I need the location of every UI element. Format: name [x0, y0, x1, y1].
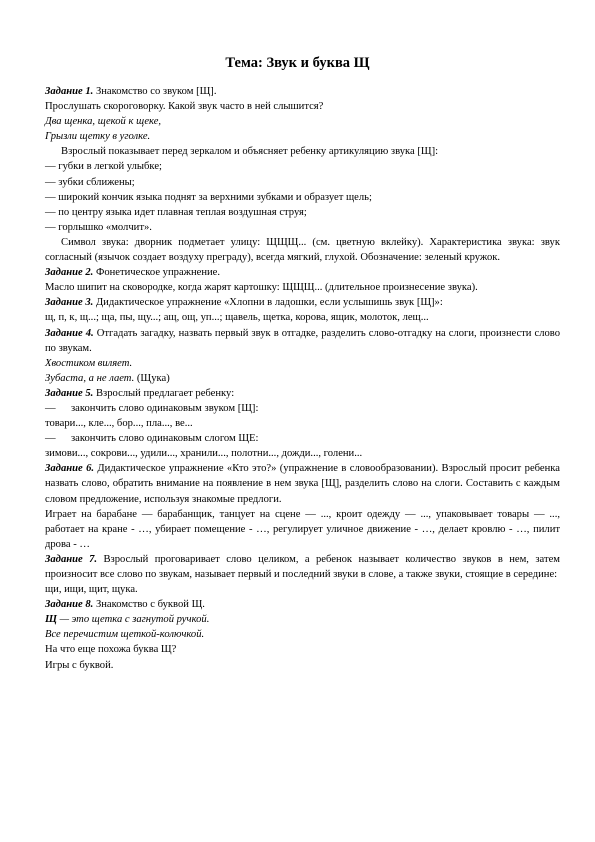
task-6-heading	[45, 461, 560, 506]
task-2-label: Задание 2.	[45, 267, 94, 279]
letter-question: На что еще похожа буква Щ?	[45, 644, 177, 656]
task-4-text: Отгадать загадку, назвать первый звук в отгадке, разделить слово-отгадку на слоги, произнести слово по звукам.	[45, 327, 561, 354]
task-5-text: Взрослый предлагает ребенку:	[93, 387, 235, 399]
document-body	[45, 84, 560, 673]
task-2-instruction: Масло шипит на сковородке, когда жарят картошку: ЩЩЩ... (длительное произнесение звука).	[45, 282, 478, 294]
poem-line-2: Грызли щетку в уголке.	[45, 131, 151, 143]
articulation-point: — по центру языка идет плавная теплая воздушная струя;	[45, 206, 307, 218]
task-5-item-2-text: закончить слово одинаковым слогом ЩЕ:	[71, 433, 259, 445]
articulation-intro: Взрослый показывает перед зеркалом и объясняет ребенку артикуляцию звука [Щ]:	[61, 146, 439, 158]
task-1-instruction: Прослушать скороговорку. Какой звук часто в ней слышится?	[45, 101, 324, 113]
task-7-words: щи, ищи, щит, щука.	[45, 584, 138, 596]
task-4-heading	[45, 326, 560, 356]
task-1-text: Знакомство со звуком [Щ].	[93, 86, 217, 97]
letter-rhyme-2: Все перечистим щеткой-колючкой.	[45, 629, 205, 641]
articulation-point: — зубки сближены;	[45, 176, 135, 188]
articulation-point: — широкий кончик языка поднят за верхними зубками и образует щель;	[45, 191, 372, 203]
poem-line-1: Два щенка, щекой к щеке,	[45, 116, 162, 128]
task-3-sequence: щ, п, к, щ...; ща, пы, щу...; ащ, ощ, уп...; щавель, щетка, корова, ящик, молоток, лещ...	[45, 312, 429, 324]
letter-rhyme-1	[45, 612, 560, 627]
sound-symbol-paragraph: Символ звука: дворник подметает улицу: ЩЩЩ... (см. цветную вклейку). Характеристика звука: звук согласный (язычок создает воздуху преграду), всегда мягкий, глухой. Обозначение: зеленый кружок.	[45, 236, 560, 264]
task-1-heading	[45, 84, 560, 99]
task-5-words-1: товари..., кле..., бор..., пла..., ве...	[45, 418, 193, 430]
task-4-label: Задание 4.	[45, 327, 94, 339]
articulation-point: — губки в легкой улыбке;	[45, 161, 162, 173]
task-7-heading	[45, 552, 560, 582]
page-title: Тема: Звук и буква Щ	[225, 55, 370, 71]
riddle-answer: (Щука)	[134, 372, 170, 384]
task-3-text: Дидактическое упражнение «Хлопни в ладошки, если услышишь звук [Щ]»:	[93, 297, 443, 309]
task-3-label: Задание 3.	[45, 297, 94, 309]
articulation-point: — горлышко «молчит».	[45, 221, 152, 233]
riddle-line-2	[45, 371, 560, 386]
letter-shcha: Щ	[45, 614, 57, 626]
riddle-line-2-text: Зубаста, а не лает.	[45, 372, 135, 384]
task-6-label: Задание 6.	[45, 463, 95, 475]
task-2-heading	[45, 265, 560, 280]
letter-games: Игры с буквой.	[45, 659, 114, 671]
task-8-label: Задание 8.	[45, 599, 94, 611]
task-5-heading	[45, 386, 560, 401]
task-5-item-1	[45, 401, 560, 416]
task-5-words-2: зимови..., сокрови..., удили..., хранили..., полотни..., дожди..., голени...	[45, 448, 363, 460]
task-1-label: Задание 1.	[45, 86, 94, 97]
task-6-paragraph: Играет на барабане — барабанщик, танцует на сцене — ..., кроит одежду — ..., упаковывает товары — ..., работает на кране - …, убирает помещение - …, регулирует уличное движение - …, делает кровлю - …, пилит дрова - …	[45, 508, 560, 550]
dash-marker: —	[45, 433, 56, 445]
task-8-heading	[45, 597, 560, 612]
task-7-text: Взрослый проговаривает слово целиком, а ребенок называет количество звуков в нем, затем произносит все слово по звукам, называет первый и последний звуки в слове, а также звуки, стоящие в середине:	[45, 553, 560, 580]
task-7-label: Задание 7.	[45, 553, 98, 565]
task-2-text: Фонетическое упражнение.	[93, 267, 221, 279]
task-5-item-2	[45, 431, 560, 446]
task-5-label: Задание 5.	[45, 387, 94, 399]
letter-rhyme-1-text: — это щетка с загнутой ручкой.	[56, 614, 210, 626]
dash-marker: —	[45, 402, 56, 414]
task-8-text: Знакомство с буквой Щ.	[93, 599, 205, 611]
task-3-heading	[45, 295, 560, 310]
task-6-text: Дидактическое упражнение «Кто это?» (упражнение в словообразовании). Взрослый просит ребенка назвать слово, обратить внимание на появление в нем звука [Щ], разделить слово на слоги. Составить с каждым словом предложение, используя знакомые предлоги.	[45, 463, 560, 505]
task-5-item-1-text: закончить слово одинаковым звуком [Щ]:	[71, 402, 259, 414]
riddle-line-1: Хвостиком виляет.	[45, 357, 133, 369]
